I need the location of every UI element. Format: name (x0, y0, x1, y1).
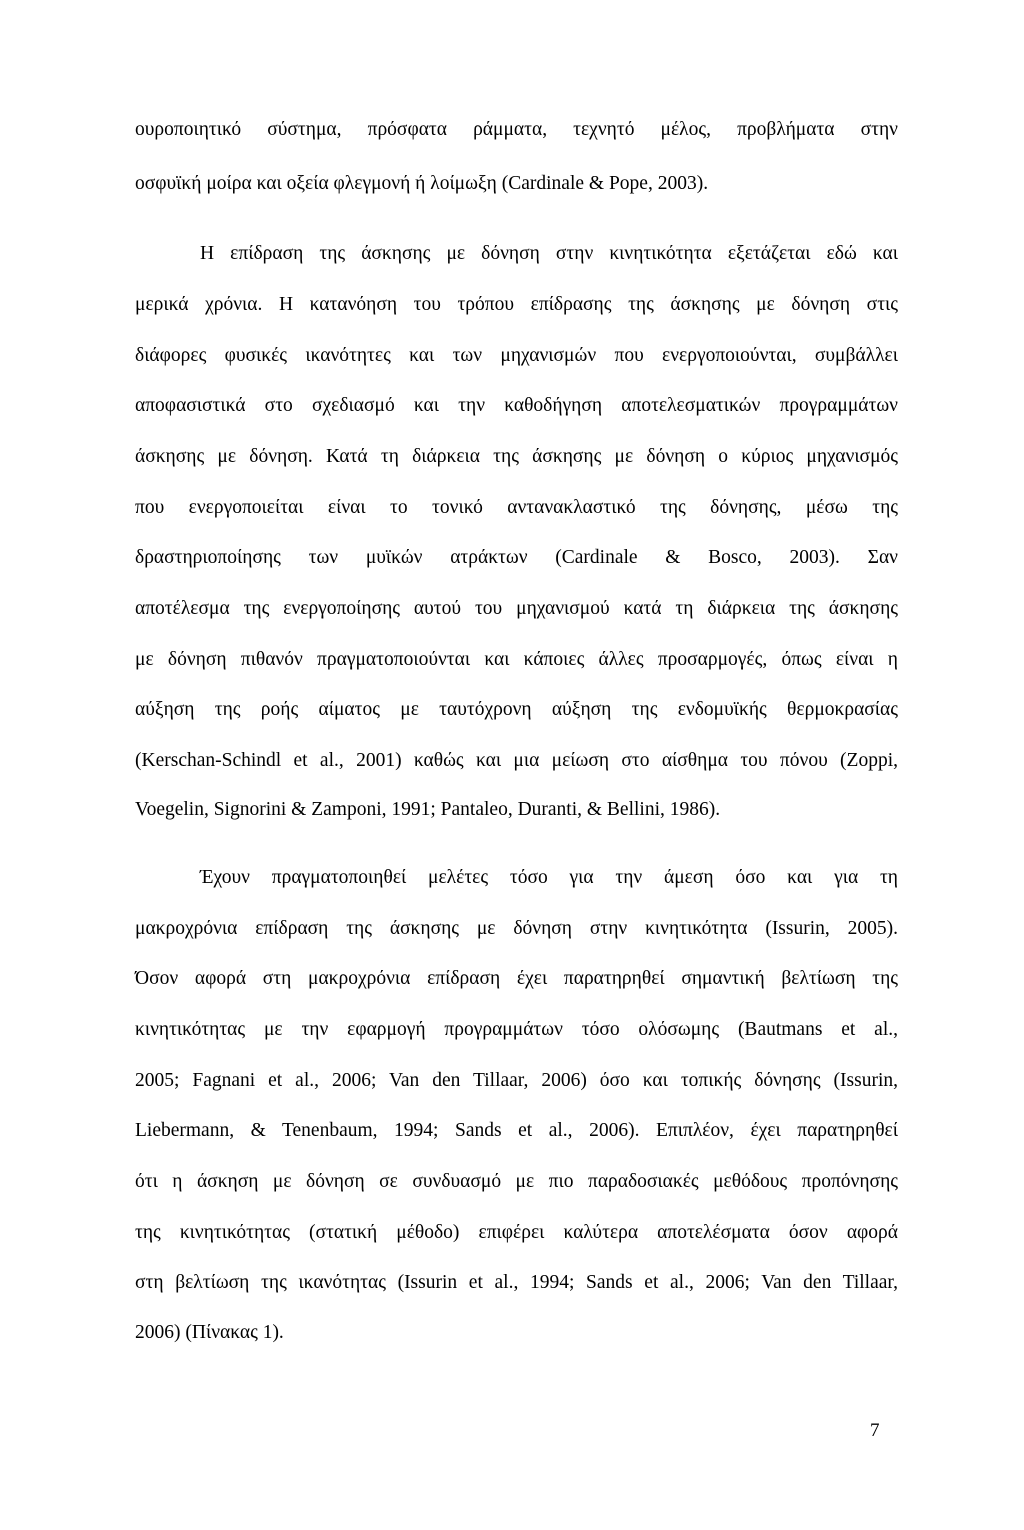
text-line: δραστηριοποίησης των μυϊκών ατράκτων (Cardinale & Bosco, 2003). Σαν (135, 547, 898, 568)
text-line: ότι η άσκηση με δόνηση σε συνδυασμό με πιο παραδοσιακές μεθόδους προπόνησης (135, 1171, 898, 1192)
text-line: διάφορες φυσικές ικανότητες και των μηχανισμών που ενεργοποιούνται, συμβάλλει (135, 345, 898, 366)
text-line: Έχουν πραγματοποιηθεί μελέτες τόσο για την άμεση όσο και για τη (200, 867, 898, 888)
text-line: μακροχρόνια επίδραση της άσκησης με δόνηση στην κινητικότητα (Issurin, 2005). (135, 918, 898, 939)
text-line: αύξηση της ροής αίματος με ταυτόχρονη αύξηση της ενδομυϊκής θερμοκρασίας (135, 699, 898, 720)
text-line: Η επίδραση της άσκησης με δόνηση στην κινητικότητα εξετάζεται εδώ και (200, 243, 898, 264)
text-line: 2006) (Πίνακας 1). (135, 1322, 284, 1343)
text-line: οσφυϊκή μοίρα και οξεία φλεγμονή ή λοίμωξη (Cardinale & Pope, 2003). (135, 173, 709, 194)
text-line: που ενεργοποιείται είναι το τονικό αντανακλαστικό της δόνησης, μέσω της (135, 497, 898, 518)
page-number: 7 (870, 1420, 880, 1441)
text-line: αποτέλεσμα της ενεργοποίησης αυτού του μηχανισμού κατά τη διάρκεια της άσκησης (135, 598, 898, 619)
text-line: (Kerschan-Schindl et al., 2001) καθώς και μια μείωση στο αίσθημα του πόνου (Zoppi, (135, 750, 898, 771)
text-line: άσκησης με δόνηση. Κατά τη διάρκεια της άσκησης με δόνηση ο κύριος μηχανισμός (135, 446, 898, 467)
text-line: Liebermann, & Tenenbaum, 1994; Sands et al., 2006). Επιπλέον, έχει παρατηρηθεί (135, 1120, 898, 1141)
text-line: στη βελτίωση της ικανότητας (Issurin et al., 1994; Sands et al., 2006; Van den Tillaar, (135, 1272, 898, 1293)
text-line: αποφασιστικά στο σχεδιασμό και την καθοδήγηση αποτελεσματικών προγραμμάτων (135, 395, 898, 416)
text-line: 2005; Fagnani et al., 2006; Van den Tillaar, 2006) όσο και τοπικής δόνησης (Issurin, (135, 1070, 898, 1091)
text-line: της κινητικότητας (στατική μέθοδο) επιφέρει καλύτερα αποτελέσματα όσον αφορά (135, 1222, 898, 1243)
text-line: ουροποιητικό σύστημα, πρόσφατα ράμματα, τεχνητό μέλος, προβλήματα στην (135, 119, 898, 140)
text-line: με δόνηση πιθανόν πραγματοποιούνται και κάποιες άλλες προσαρμογές, όπως είναι η (135, 649, 898, 670)
text-line: Όσον αφορά στη μακροχρόνια επίδραση έχει παρατηρηθεί σημαντική βελτίωση της (135, 968, 898, 989)
text-line: Voegelin, Signorini & Zamponi, 1991; Pantaleo, Duranti, & Bellini, 1986). (135, 799, 721, 820)
text-line: κινητικότητας με την εφαρμογή προγραμμάτων τόσο ολόσωμης (Bautmans et al., (135, 1019, 898, 1040)
text-line: μερικά χρόνια. Η κατανόηση του τρόπου επίδρασης της άσκησης με δόνηση στις (135, 294, 898, 315)
